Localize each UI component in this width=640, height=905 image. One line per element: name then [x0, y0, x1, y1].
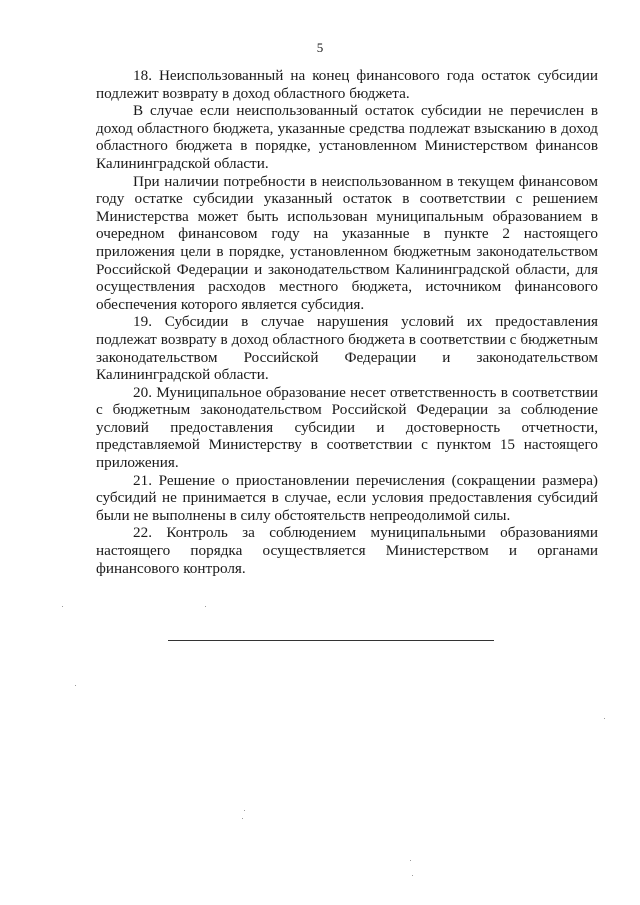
scan-speck: [75, 685, 76, 686]
scan-speck: [410, 860, 411, 861]
paragraph-19: 19. Субсидии в случае нарушения условий их предоставления подлежат возврату в доход областного бюджета в соответствии с бюджетным законодательством Российской Федерации и законодательством Калининградской области.: [96, 313, 598, 384]
document-body: [96, 67, 598, 577]
scan-speck: [604, 718, 605, 719]
paragraph-18-unused-balance-recovery: В случае если неиспользованный остаток субсидии не перечислен в доход областного бюджета, указанные средства подлежат взысканию в доход областного бюджета в порядке, установленном Министерством финансов Калининградской области.: [96, 102, 598, 172]
paragraph-18-balance-reuse: При наличии потребности в неиспользованном в текущем финансовом году остатке субсидии указанный остаток в соответствии с решением Министерства может быть использован муниципальным образованием в очередном финансовом году на указанные в пункте 2 настоящего приложения цели в порядке, установленном бюджетным законодательством Российской Федерации и законодательством Калининградской области, для осуществления расходов местного бюджета, источником финансового обеспечения которого является субсидия.: [96, 172, 598, 313]
scan-speck: [244, 810, 245, 811]
paragraph-18: 18. Неиспользованный на конец финансового года остаток субсидии подлежит возврату в доход областного бюджета.: [96, 67, 598, 102]
paragraph-22: 22. Контроль за соблюдением муниципальными образованиями настоящего порядка осуществляется Министерством и органами финансового контроля.: [96, 524, 598, 577]
paragraph-21: 21. Решение о приостановлении перечисления (сокращении размера) субсидий не принимается в случае, если условия предоставления субсидий были не выполнены в силу обстоятельств непреодолимой силы.: [96, 471, 598, 524]
scan-speck: [412, 875, 413, 876]
scan-speck: [205, 606, 206, 607]
scan-speck: [62, 606, 63, 607]
page-number: 5: [316, 40, 324, 55]
scan-speck: [242, 818, 243, 819]
paragraph-20: 20. Муниципальное образование несет ответственность в соответствии с бюджетным законодательством Российской Федерации за соблюдение условий предоставления субсидии и достоверность отчетности, представляемой Министерству в соответствии с пунктом 15 настоящего приложения.: [96, 383, 598, 472]
end-of-text-rule: [168, 640, 494, 641]
